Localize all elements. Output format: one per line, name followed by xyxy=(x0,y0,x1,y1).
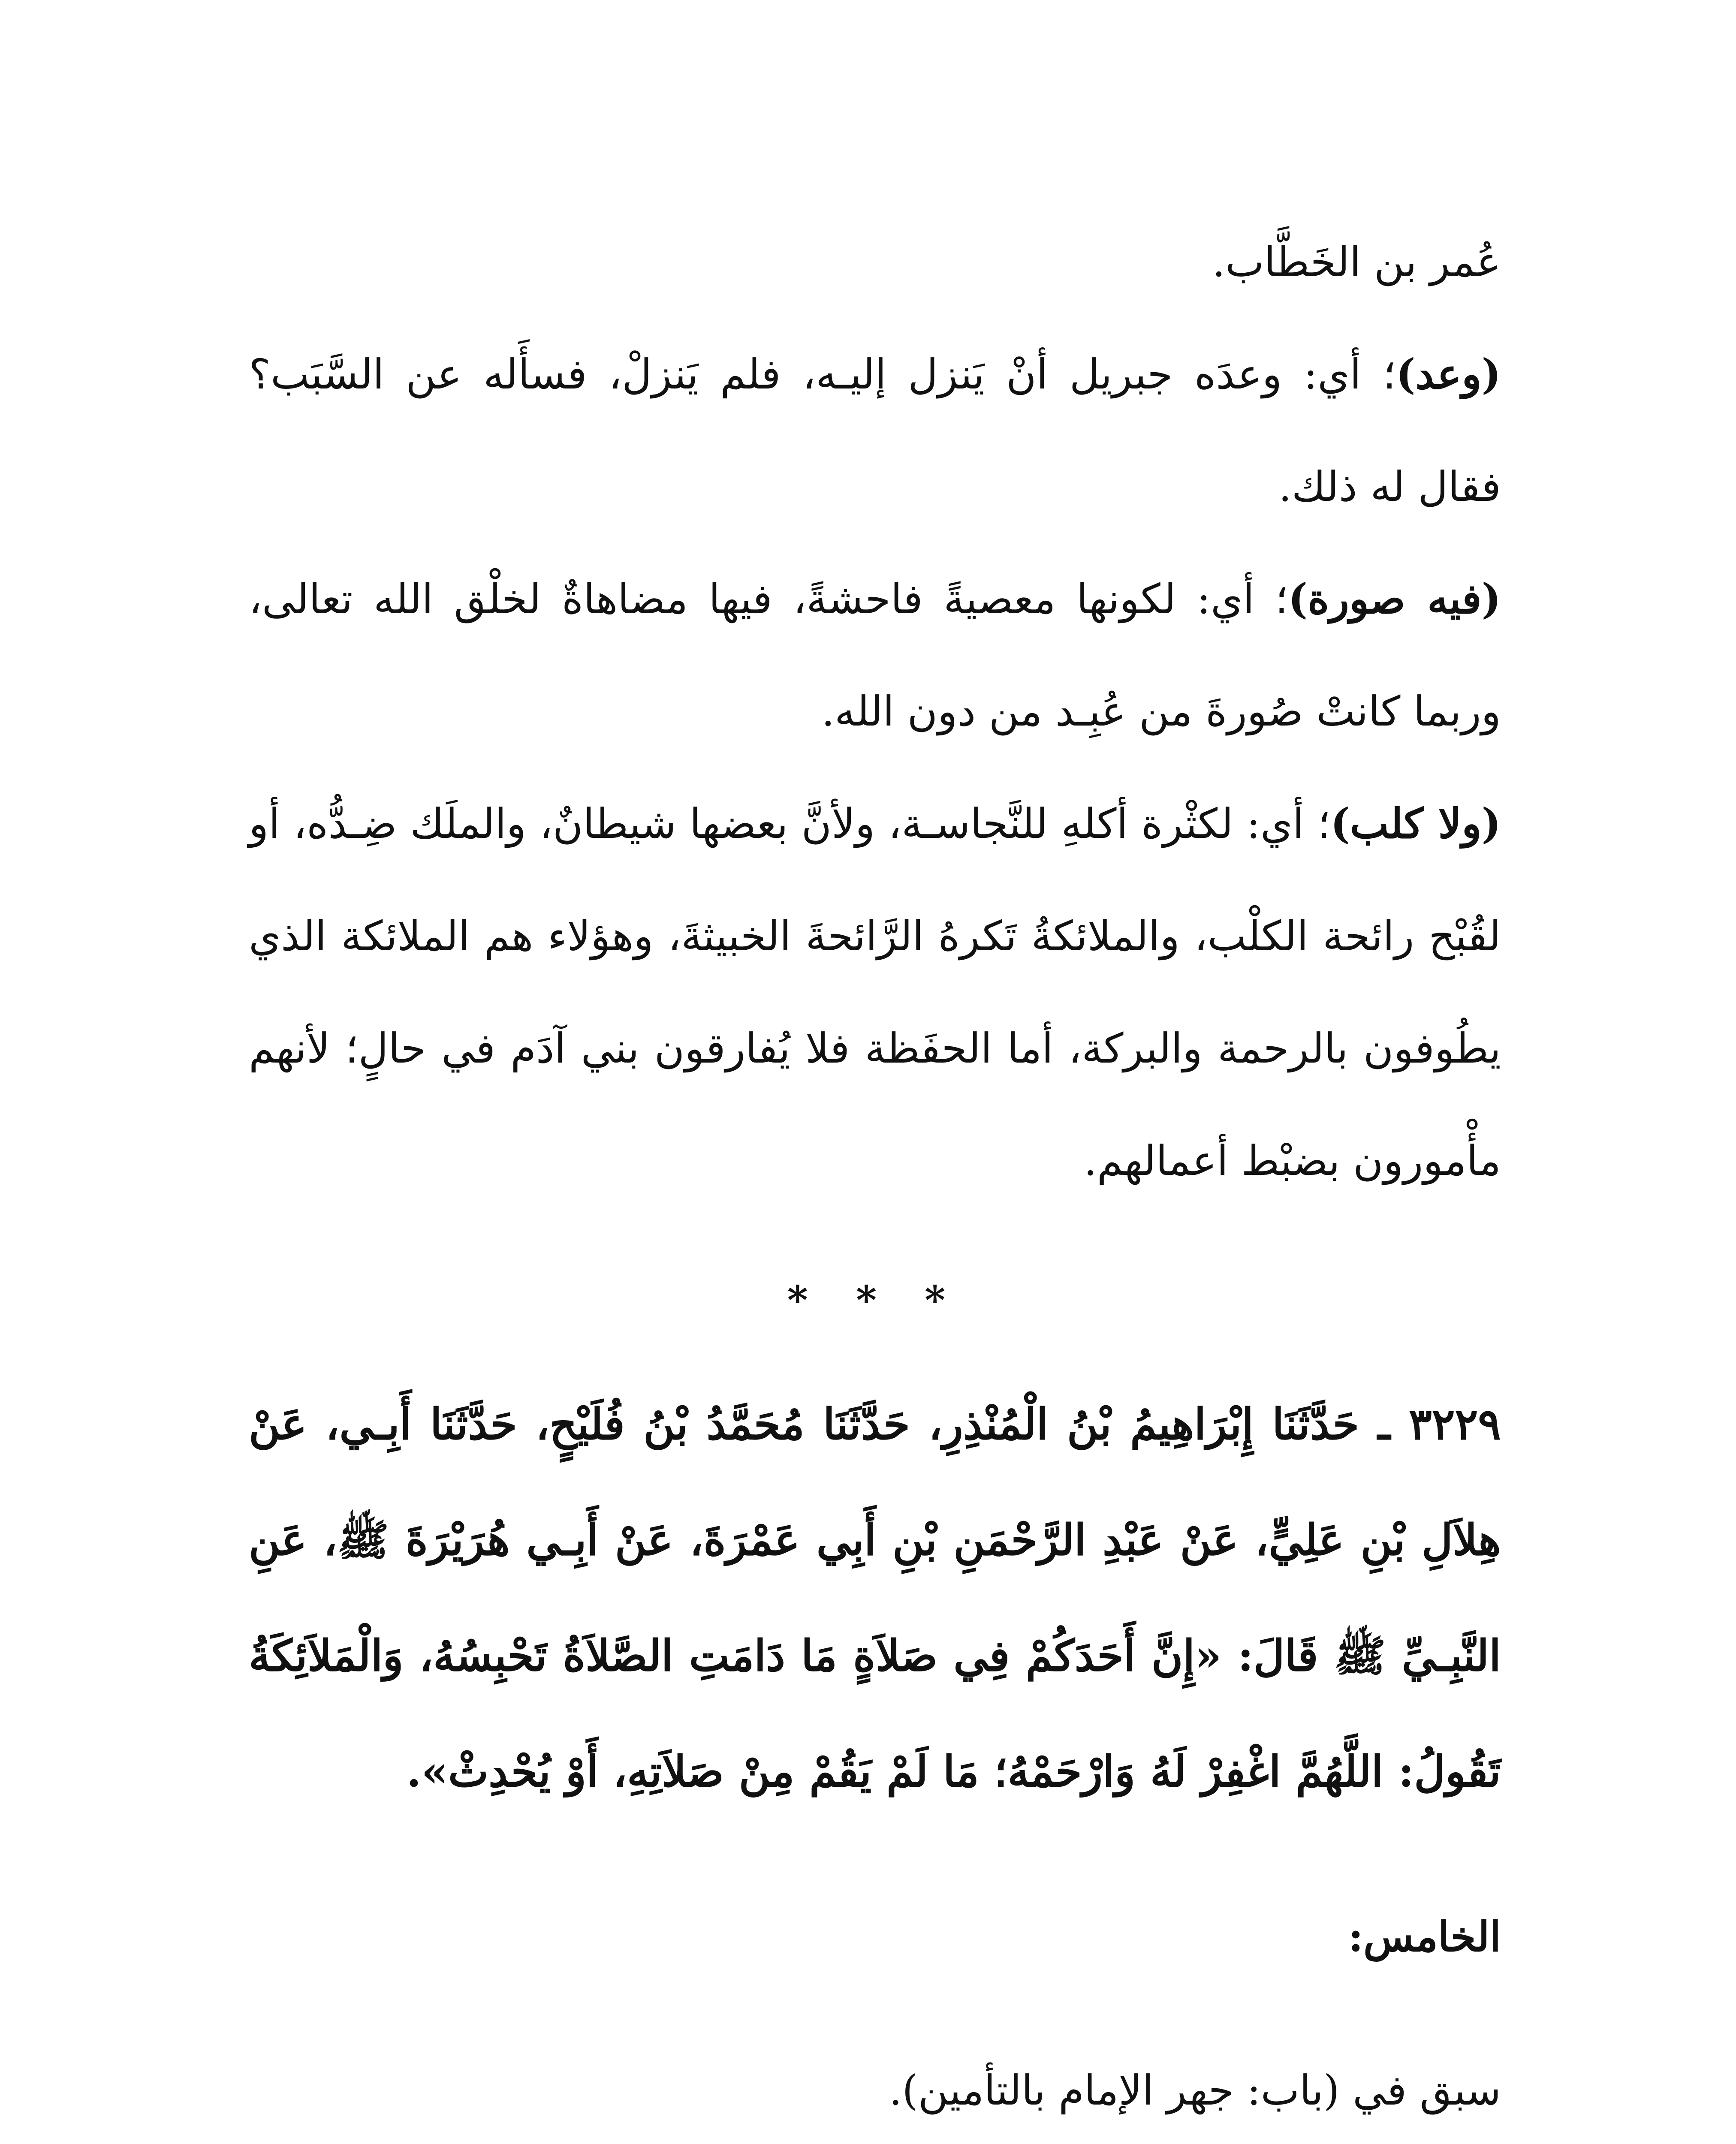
paragraph-4 xyxy=(249,768,1501,1217)
hadith-text: ٣٢٢٩ ـ حَدَّثَنَا إِبْرَاهِيمُ بْنُ الْمُنْذِرِ، حَدَّثَنَا مُحَمَّدُ بْنُ فُلَيْحٍ، حَدَّثَنَا أَبِـي، عَنْ هِلاَلِ بْنِ عَلِيٍّ، عَنْ عَبْدِ الرَّحْمَنِ بْنِ أَبِي عَمْرَةَ، عَنْ أَبِـي هُرَيْرَةَ ﷺ، عَنِ النَّبِـيِّ ﷺ قَالَ: «إِنَّ أَحَدَكُمْ فِي صَلاَةٍ مَا دَامَتِ الصَّلاَةُ تَحْبِسُهُ، وَالْمَلاَئِكَةُ تَقُولُ: اللَّهُمَّ اغْفِرْ لَهُ وَارْحَمْهُ؛ مَا لَمْ يَقُمْ مِنْ صَلاَتِهِ، أَوْ يُحْدِثْ». xyxy=(249,1399,1501,1797)
section-text: سبق في (باب: جهر الإمام بالتأمين). xyxy=(889,2066,1501,2114)
paragraph-2 xyxy=(249,318,1501,543)
paragraph-4-lead: (ولا كلب) xyxy=(1330,799,1501,848)
paragraph-4-text: ؛ أي: لكثْرة أكلهِ للنَّجاسـة، ولأنَّ بعضها شيطانٌ، والملَك ضِـدُّه، أو لقُبْح رائحة الكلْب، والملائكةُ تَكرهُ الرَّائحةَ الخبيثةَ، وهؤلاء هم الملائكة الذي يطُوفون بالرحمة والبركة، أما الحفَظة فلا يُفارقون بني آدَم في حالٍ؛ لأنهم مأْمورون بضبْط أعمالهم. xyxy=(249,800,1501,1185)
paragraph-1 xyxy=(249,206,1501,318)
page-body xyxy=(249,206,1501,2144)
section-heading: الخامس: xyxy=(1348,1912,1501,1961)
paragraph-3-lead: (فيه صورة) xyxy=(1288,575,1501,623)
paragraph-3-text: ؛ أي: لكونها معصيةً فاحشةً، فيها مضاهاةٌ لخلْق الله تعالى، وربما كانتْ صُورةَ من عُبِـد من دون الله. xyxy=(249,575,1501,735)
paragraph-2-lead: (وعد) xyxy=(1396,350,1501,398)
paragraph-2-text: ؛ أي: وعدَه جبريل أنْ يَنزل إليـه، فلم يَنزلْ، فسأَله عن السَّبَب؟ فقال له ذلك. xyxy=(249,350,1501,511)
paragraph-1-text: عُمر بن الخَطَّاب. xyxy=(1212,238,1501,286)
section-separator: * * * xyxy=(787,1277,963,1323)
paragraph-3 xyxy=(249,543,1501,768)
